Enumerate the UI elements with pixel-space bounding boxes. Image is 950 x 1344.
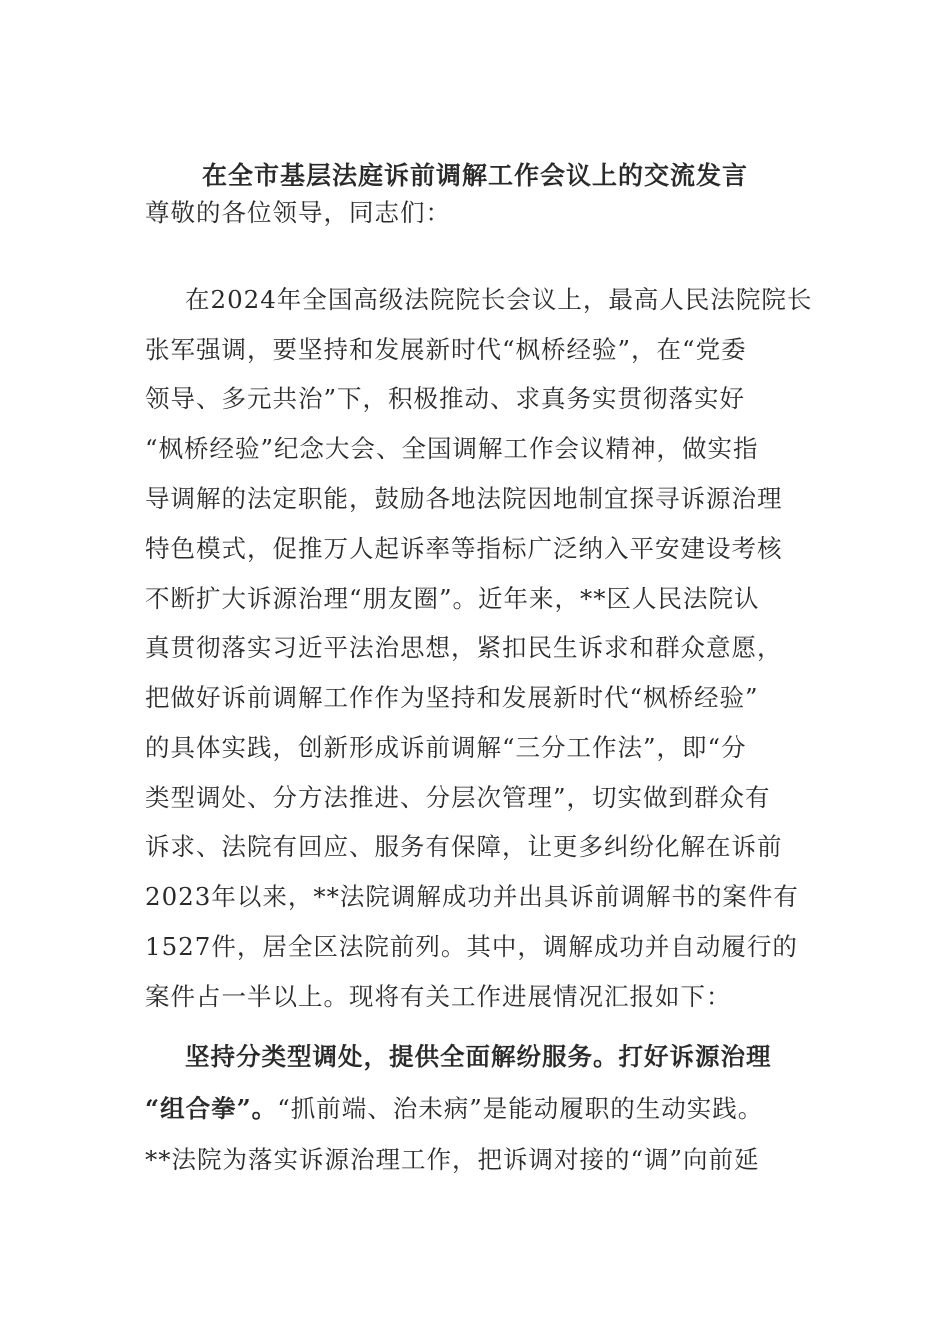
- paragraph-line: 张军强调，要坚持和发展新时代“枫桥经验”，在“党委: [145, 335, 747, 364]
- paragraph-line: 真贯彻落实习近平法治思想，紧扣民生诉求和群众意愿，: [145, 633, 783, 662]
- section-heading-line: 坚持分类型调处，提供全面解纷服务。打好诉源治理: [185, 1042, 772, 1071]
- paragraph-line: 在2024年全国高级法院院长会议上，最高人民法院院长: [185, 285, 813, 314]
- paragraph-line: **法院为落实诉源治理工作，把诉调对接的“调”向前延: [145, 1145, 760, 1174]
- document-title: 在全市基层法庭诉前调解工作会议上的交流发言: [201, 161, 748, 190]
- paragraph-line: 诉求、法院有回应、服务有保障，让更多纠纷化解在诉前: [145, 832, 783, 861]
- greeting: 尊敬的各位领导，同志们：: [145, 198, 451, 227]
- paragraph-line: [145, 1093, 763, 1125]
- paragraph-text: “抓前端、治未病”是能动履职的生动实践。: [277, 1094, 764, 1123]
- paragraph-line: 类型调处、分方法推进、分层次管理”，切实做到群众有: [145, 783, 771, 812]
- paragraph-line: 1527件，居全区法院前列。其中，调解成功并自动履行的: [145, 932, 798, 961]
- paragraph-line: 导调解的法定职能，鼓励各地法院因地制宜探寻诉源治理: [145, 484, 783, 513]
- paragraph-line: 把做好诉前调解工作作为坚持和发展新时代“枫桥经验”: [145, 683, 759, 712]
- paragraph-line: 不断扩大诉源治理“朋友圈”。近年来，**区人民法院认: [145, 584, 760, 613]
- paragraph-line: 案件占一半以上。现将有关工作进展情况汇报如下：: [145, 982, 732, 1011]
- paragraph-line: 的具体实践，创新形成诉前调解“三分工作法”，即“分: [145, 733, 747, 762]
- paragraph-line: “枫桥经验”纪念大会、全国调解工作会议精神，做实指: [145, 434, 759, 463]
- paragraph-line: 特色模式，促推万人起诉率等指标广泛纳入平安建设考核: [145, 534, 783, 563]
- paragraph-line: 领导、多元共治”下，积极推动、求真务实贯彻落实好: [145, 384, 746, 413]
- paragraph-line: 2023年以来，**法院调解成功并出具诉前调解书的案件有: [145, 882, 799, 911]
- section-heading-end: “组合拳”。: [145, 1094, 278, 1123]
